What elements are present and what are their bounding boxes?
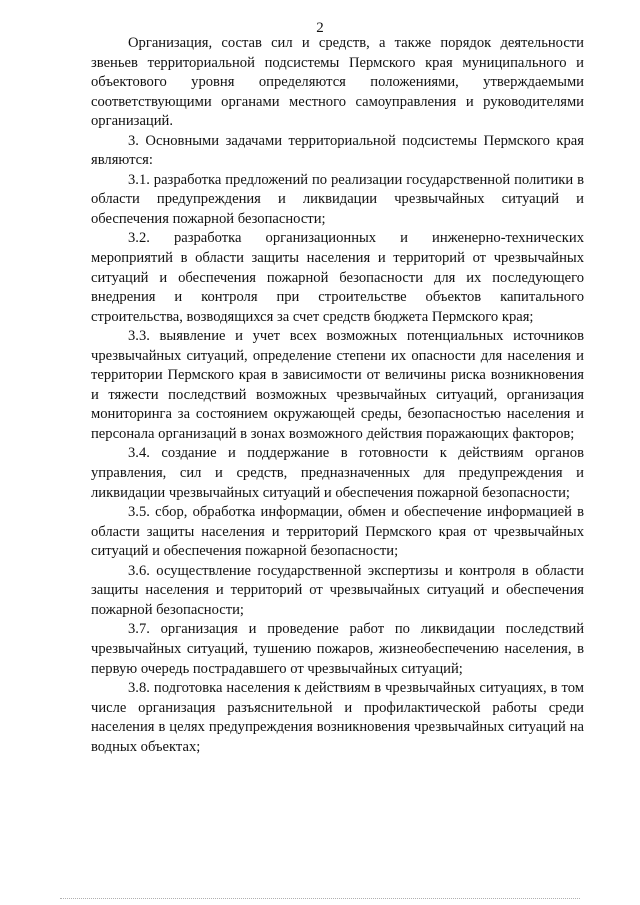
paragraph-task-3-3: 3.3. выявление и учет всех возможных потенциальных источников чрезвычайных ситуаций, определение степени их опасности для населения и территории Пермского края в зависимости от величины риска возникновения и тяжести последствий возможных чрезвычайных ситуаций, организация мониторинга за состоянием окружающей среды, безопасностью населения и персонала организаций в зонах возможного действия поражающих факторов;: [91, 328, 584, 442]
paragraph-task-3-5: 3.5. сбор, обработка информации, обмен и обеспечение информацией в области защиты населения и территорий Пермского края от чрезвычайных ситуаций и обеспечения пожарной безопасности;: [91, 504, 584, 560]
paragraph-task-3-1: 3.1. разработка предложений по реализации государственной политики в области предупреждения и ликвидации чрезвычайных ситуаций и обеспечения пожарной безопасности;: [91, 171, 584, 227]
paragraph-task-3-2: 3.2. разработка организационных и инженерно-технических мероприятий в области защиты населения и территорий от чрезвычайных ситуаций и обеспечения пожарной безопасности для их последующего внедрения и контроля при строительстве объектов капитального строительства, возводящихся за счет средств бюджета Пермского края;: [91, 230, 584, 325]
footer-dotted-rule: [60, 898, 580, 899]
paragraph-task-3-4: 3.4. создание и поддержание в готовности к действиям органов управления, сил и средств, предназначенных для предупреждения и ликвидации чрезвычайных ситуаций и обеспечения пожарной безопасности;: [91, 445, 584, 501]
paragraph-tasks-intro: 3. Основными задачами территориальной подсистемы Пермского края являются:: [91, 132, 584, 169]
document-body: [91, 34, 584, 757]
paragraph-organization: Организация, состав сил и средств, а также порядок деятельности звеньев территориальной подсистемы Пермского края муниципального и объектового уровня определяются положениями, утверждаемыми соответствующими органами местного самоуправления и руководителями организаций.: [91, 35, 584, 130]
page-number: 2: [316, 20, 324, 36]
paragraph-task-3-7: 3.7. организация и проведение работ по ликвидации последствий чрезвычайных ситуаций, тушению пожаров, жизнеобеспечению населения, в первую очередь пострадавшего от чрезвычайных ситуаций;: [91, 621, 584, 677]
paragraph-task-3-6: 3.6. осуществление государственной экспертизы и контроля в области защиты населения и территорий от чрезвычайных ситуаций и обеспечения пожарной безопасности;: [91, 562, 584, 618]
paragraph-task-3-8: 3.8. подготовка населения к действиям в чрезвычайных ситуациях, в том числе организация разъяснительной и профилактической работы среди населения в целях предупреждения возникновения чрезвычайных ситуаций на водных объектах;: [91, 680, 584, 755]
